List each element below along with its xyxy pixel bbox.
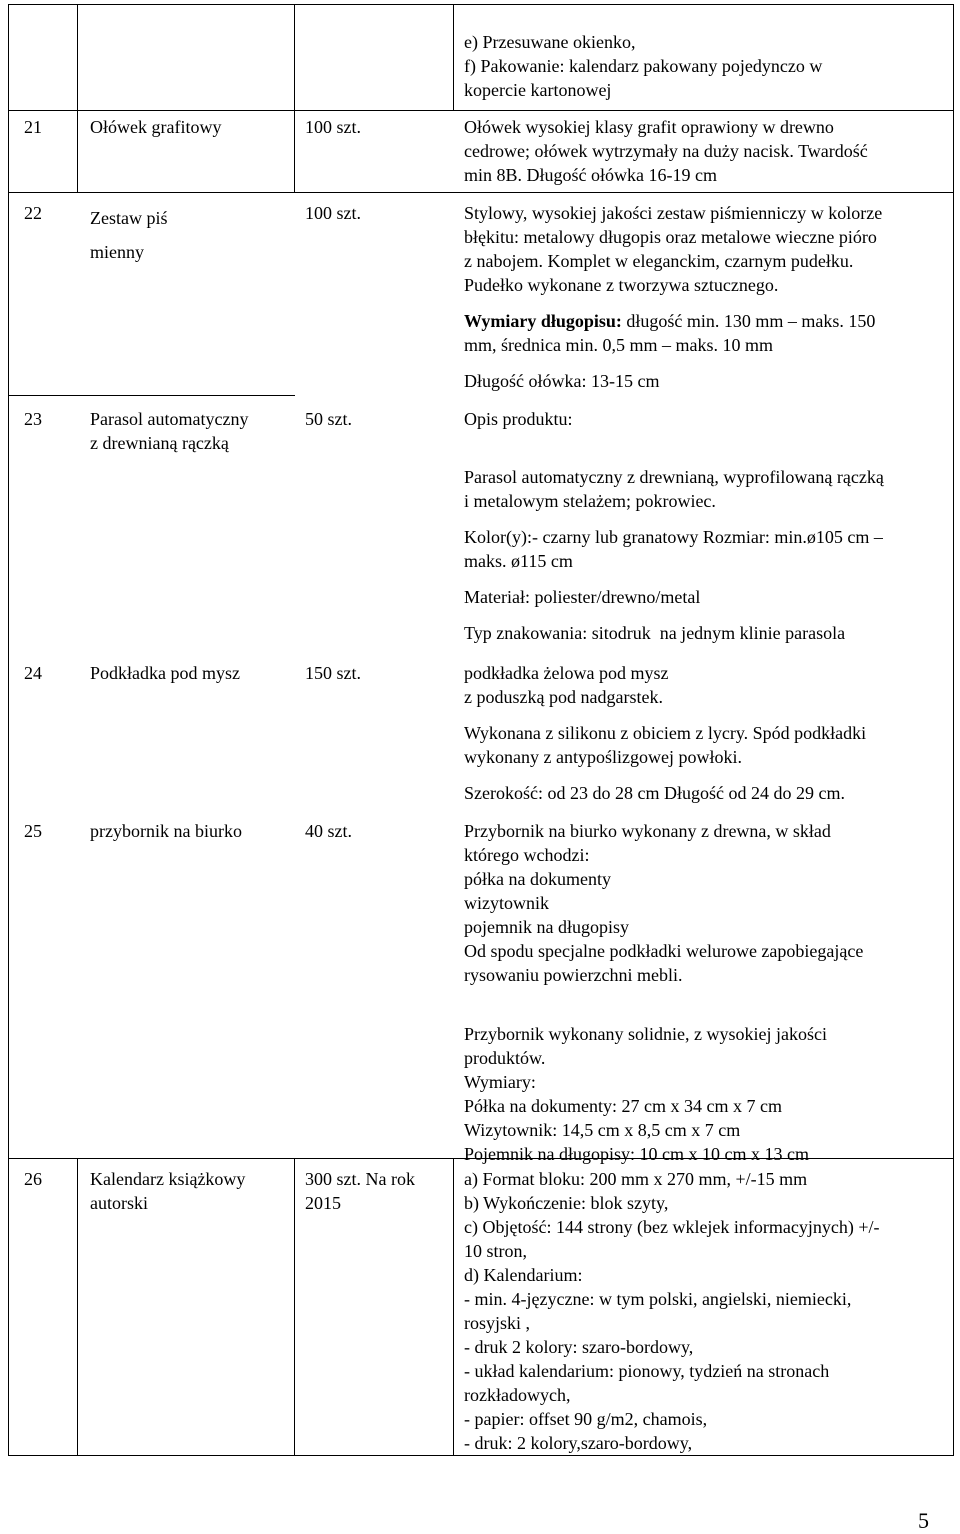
name-line: Kalendarz książkowy — [90, 1169, 246, 1189]
row-0-description — [464, 30, 822, 102]
desc-line: z nabojem. Komplet w eleganckim, czarnym pudełku. — [464, 251, 854, 271]
desc-line: podkładka żelowa pod mysz — [464, 663, 669, 683]
row-21-quantity: 100 szt. — [305, 117, 361, 137]
pen-dimensions-label: Wymiary długopisu: — [464, 311, 622, 331]
row-24-name: Podkładka pod mysz — [90, 663, 240, 683]
desc-line: Ołówek wysokiej klasy grafit oprawiony w drewno — [464, 117, 834, 137]
name-line: z drewnianą rączką — [90, 433, 229, 453]
desc-line: 10 stron, — [464, 1241, 527, 1261]
row-23-quantity: 50 szt. — [305, 409, 352, 429]
row-divider — [8, 395, 295, 396]
name-line: mienny — [90, 242, 144, 262]
desc-line: błękitu: metalowy długopis oraz metalowe wieczne pióro — [464, 227, 877, 247]
desc-line: - druk 2 kolory: szaro-bordowy, — [464, 1337, 694, 1357]
desc-line: - układ kalendarium: pionowy, tydzień na stronach — [464, 1361, 830, 1381]
desc-line: wykonany z antypoślizgowej powłoki. — [464, 747, 742, 767]
desc-line: rysowaniu powierzchni mebli. — [464, 965, 683, 985]
desc-line: d) Kalendarium: — [464, 1265, 583, 1285]
row-22-description — [464, 201, 882, 393]
desc-line: - druk: 2 kolory,szaro-bordowy, — [464, 1433, 693, 1453]
column-divider — [453, 4, 454, 110]
desc-line: i metalowym stelażem; pokrowiec. — [464, 491, 716, 511]
product-description-label: Opis produktu: — [464, 409, 573, 429]
name-line: Parasol automatyczny — [90, 409, 249, 429]
desc-line: którego wchodzi: — [464, 845, 590, 865]
row-24-number: 24 — [24, 663, 42, 683]
desc-line: Od spodu specjalne podkładki welurowe zapobiegające — [464, 941, 864, 961]
desc-line: Przybornik wykonany solidnie, z wysokiej jakości — [464, 1024, 827, 1044]
desc-line: Wykonana z silikonu z obiciem z lycry. Spód podkładki — [464, 723, 867, 743]
desc-line: Parasol automatyczny z drewnianą, wyprofilowaną rączką — [464, 467, 884, 487]
row-25-quantity: 40 szt. — [305, 821, 352, 841]
desc-line: Wymiary: — [464, 1072, 536, 1092]
pen-dimensions — [464, 309, 882, 333]
desc-line: półka na dokumenty — [464, 869, 611, 889]
desc-line: - min. 4-języczne: w tym polski, angielski, niemiecki, — [464, 1289, 852, 1309]
desc-line: Przybornik na biurko wykonany z drewna, w skład — [464, 821, 831, 841]
desc-line: c) Objętość: 144 strony (bez wklejek informacyjnych) +/- — [464, 1217, 880, 1237]
row-23-number: 23 — [24, 409, 42, 429]
row-26-name — [90, 1167, 245, 1215]
column-divider — [77, 4, 78, 192]
desc-line: min 8B. Długość ołówka 16-19 cm — [464, 165, 717, 185]
row-22-name — [90, 201, 167, 269]
column-divider — [77, 1158, 78, 1456]
desc-line: cedrowe; ołówek wytrzymały na duży nacisk. Twardość — [464, 141, 868, 161]
desc-line: f) Pakowanie: kalendarz pakowany pojedynczo w — [464, 56, 823, 76]
name-line: Zestaw piś — [90, 208, 168, 228]
row-21-number: 21 — [24, 117, 42, 137]
qty-line: 300 szt. Na rok — [305, 1169, 415, 1189]
row-23-name — [90, 407, 248, 455]
row-25-name: przybornik na biurko — [90, 821, 242, 841]
row-26-quantity — [305, 1167, 415, 1215]
desc-line: Pojemnik na długopisy: 10 cm x 10 cm x 13 cm — [464, 1144, 809, 1164]
size-line: Szerokość: od 23 do 28 cm Długość od 24 do 29 cm. — [464, 783, 845, 803]
desc-line: kopercie kartonowej — [464, 80, 612, 100]
row-divider — [8, 192, 954, 193]
desc-line: pojemnik na długopisy — [464, 917, 629, 937]
desc-line: Kolor(y):- czarny lub granatowy Rozmiar: min.ø105 cm – — [464, 527, 883, 547]
desc-line: b) Wykończenie: blok szyty, — [464, 1193, 669, 1213]
row-divider — [8, 110, 954, 111]
desc-line: produktów. — [464, 1048, 546, 1068]
material-line: Materiał: poliester/drewno/metal — [464, 587, 701, 607]
row-24-quantity: 150 szt. — [305, 663, 361, 683]
desc-line: rosyjski , — [464, 1313, 531, 1333]
row-21-name: Ołówek grafitowy — [90, 117, 222, 137]
row-26-number: 26 — [24, 1169, 42, 1189]
page-number: 5 — [918, 1508, 929, 1533]
column-divider — [294, 4, 295, 192]
row-26-description — [464, 1167, 880, 1455]
name-line: autorski — [90, 1193, 148, 1213]
desc-line: wizytownik — [464, 893, 549, 913]
row-22-number: 22 — [24, 203, 42, 223]
desc-line: Wizytownik: 14,5 cm x 8,5 cm x 7 cm — [464, 1120, 741, 1140]
desc-line: e) Przesuwane okienko, — [464, 32, 636, 52]
desc-line: rozkładowych, — [464, 1385, 571, 1405]
column-divider — [453, 1158, 454, 1456]
desc-line: maks. ø115 cm — [464, 551, 573, 571]
marking-line: Typ znakowania: sitodruk na jednym klinie parasola — [464, 623, 846, 643]
row-25-description — [464, 819, 863, 1166]
desc-line: długość min. 130 mm – maks. 150 — [621, 311, 876, 331]
desc-line: z poduszką pod nadgarstek. — [464, 687, 663, 707]
desc-line: Pudełko wykonane z tworzywa sztucznego. — [464, 275, 779, 295]
desc-line: Półka na dokumenty: 27 cm x 34 cm x 7 cm — [464, 1096, 782, 1116]
row-24-description — [464, 661, 866, 805]
row-22-quantity: 100 szt. — [305, 203, 361, 223]
desc-line: Stylowy, wysokiej jakości zestaw piśmienniczy w kolorze — [464, 203, 883, 223]
pencil-length: Długość ołówka: 13-15 cm — [464, 371, 660, 391]
row-23-description — [464, 407, 884, 645]
row-25-number: 25 — [24, 821, 42, 841]
desc-line: - papier: offset 90 g/m2, chamois, — [464, 1409, 708, 1429]
desc-line: a) Format bloku: 200 mm x 270 mm, +/-15 mm — [464, 1169, 808, 1189]
column-divider — [294, 1158, 295, 1456]
qty-line: 2015 — [305, 1193, 341, 1213]
row-21-description — [464, 115, 868, 187]
desc-line: mm, średnica min. 0,5 mm – maks. 10 mm — [464, 335, 773, 355]
